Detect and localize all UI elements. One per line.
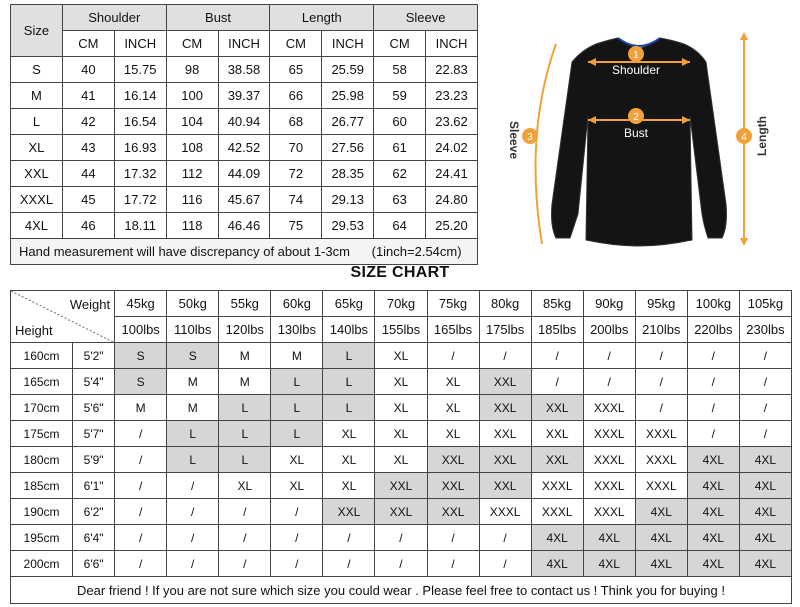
size-cell: /: [427, 525, 479, 551]
size-cell: L: [167, 421, 219, 447]
measure-cell: 43: [62, 135, 114, 161]
sleeve-label: Sleeve: [507, 120, 521, 160]
size-cell: XXXL: [583, 447, 635, 473]
size-cell: L: [11, 109, 63, 135]
size-cell: XL: [427, 421, 479, 447]
chart-row: [11, 395, 792, 421]
size-cell: L: [271, 395, 323, 421]
measure-row: [11, 57, 478, 83]
measure-cell: 29.53: [322, 213, 374, 239]
bust-label: Bust: [623, 126, 649, 140]
size-cell: 4XL: [635, 525, 687, 551]
measure-cell: 60: [374, 109, 426, 135]
measure-cell: 15.75: [114, 57, 166, 83]
size-cell: XXL: [479, 421, 531, 447]
size-cell: XL: [11, 135, 63, 161]
size-cell: S: [11, 57, 63, 83]
height-cm: 165cm: [11, 369, 73, 395]
size-cell: /: [115, 551, 167, 577]
height-cm: 190cm: [11, 499, 73, 525]
height-cm: 180cm: [11, 447, 73, 473]
size-cell: L: [323, 369, 375, 395]
weight-kg-header: 75kg: [427, 291, 479, 317]
size-cell: XL: [271, 447, 323, 473]
measure-cell: 46.46: [218, 213, 270, 239]
size-cell: XL: [323, 421, 375, 447]
measure-cell: 22.83: [426, 57, 478, 83]
size-cell: 4XL: [739, 499, 791, 525]
size-cell: XL: [375, 343, 427, 369]
height-ft: 6'2": [73, 499, 115, 525]
measure-cell: 40.94: [218, 109, 270, 135]
chart-kg-row: [11, 291, 792, 317]
size-cell: /: [479, 525, 531, 551]
measure-cell: 64: [374, 213, 426, 239]
size-cell: 4XL: [531, 525, 583, 551]
unit-header: INCH: [218, 31, 270, 57]
measure-cell: 24.80: [426, 187, 478, 213]
size-cell: /: [375, 551, 427, 577]
weight-axis-label: Weight: [69, 297, 111, 312]
size-cell: L: [323, 343, 375, 369]
chart-row: [11, 421, 792, 447]
measure-cell: 42: [62, 109, 114, 135]
size-cell: /: [219, 499, 271, 525]
size-cell: /: [115, 473, 167, 499]
weight-kg-header: 50kg: [167, 291, 219, 317]
measure-note: Hand measurement will have discrepancy of about 1-3cm (1inch=2.54cm): [11, 239, 478, 265]
size-cell: L: [219, 447, 271, 473]
height-ft: 6'1": [73, 473, 115, 499]
height-ft: 5'4": [73, 369, 115, 395]
chart-row: [11, 499, 792, 525]
weight-kg-header: 70kg: [375, 291, 427, 317]
size-cell: /: [739, 369, 791, 395]
size-cell: 4XL: [687, 499, 739, 525]
size-cell: /: [739, 421, 791, 447]
size-cell: /: [687, 395, 739, 421]
size-cell: 4XL: [739, 551, 791, 577]
height-ft: 5'6": [73, 395, 115, 421]
weight-kg-header: 85kg: [531, 291, 583, 317]
measure-cell: 17.72: [114, 187, 166, 213]
measure-cell: 39.37: [218, 83, 270, 109]
chart-row: [11, 369, 792, 395]
height-cm: 185cm: [11, 473, 73, 499]
size-cell: /: [115, 499, 167, 525]
measure-cell: 16.54: [114, 109, 166, 135]
height-cm: 175cm: [11, 421, 73, 447]
size-cell: /: [739, 343, 791, 369]
size-cell: XL: [323, 447, 375, 473]
measure-cell: 38.58: [218, 57, 270, 83]
measure-cell: 116: [166, 187, 218, 213]
size-cell: /: [323, 525, 375, 551]
unit-header: INCH: [114, 31, 166, 57]
size-cell: XL: [323, 473, 375, 499]
weight-lbs-header: 120lbs: [219, 317, 271, 343]
size-cell: XXL: [479, 447, 531, 473]
measure-cell: 27.56: [322, 135, 374, 161]
group-header: Shoulder: [62, 5, 166, 31]
measure-cell: 62: [374, 161, 426, 187]
size-chart-table: [10, 290, 792, 604]
height-ft: 5'2": [73, 343, 115, 369]
size-cell: /: [427, 343, 479, 369]
size-cell: /: [427, 551, 479, 577]
measure-cell: 29.13: [322, 187, 374, 213]
weight-kg-header: 100kg: [687, 291, 739, 317]
unit-header: CM: [166, 31, 218, 57]
size-cell: /: [167, 473, 219, 499]
size-cell: M: [167, 369, 219, 395]
height-ft: 5'7": [73, 421, 115, 447]
weight-lbs-header: 175lbs: [479, 317, 531, 343]
chart-row: [11, 447, 792, 473]
size-cell: XXL: [375, 499, 427, 525]
measure-cell: 59: [374, 83, 426, 109]
size-cell: XXXL: [583, 473, 635, 499]
size-cell: XXL: [11, 161, 63, 187]
measure-cell: 40: [62, 57, 114, 83]
size-cell: XXXL: [11, 187, 63, 213]
weight-kg-header: 55kg: [219, 291, 271, 317]
measure-cell: 26.77: [322, 109, 374, 135]
size-cell: /: [167, 551, 219, 577]
measure-cell: 45: [62, 187, 114, 213]
measure-cell: 46: [62, 213, 114, 239]
weight-kg-header: 80kg: [479, 291, 531, 317]
size-cell: /: [635, 343, 687, 369]
unit-header: CM: [270, 31, 322, 57]
measure-cell: 24.02: [426, 135, 478, 161]
measure-cell: 104: [166, 109, 218, 135]
weight-kg-header: 45kg: [115, 291, 167, 317]
size-cell: L: [271, 421, 323, 447]
size-cell: 4XL: [739, 525, 791, 551]
weight-lbs-header: 110lbs: [167, 317, 219, 343]
size-cell: /: [115, 525, 167, 551]
size-cell: /: [583, 343, 635, 369]
weight-kg-header: 90kg: [583, 291, 635, 317]
chart-row: [11, 525, 792, 551]
size-cell: 4XL: [11, 213, 63, 239]
length-label: Length: [755, 116, 769, 156]
weight-lbs-header: 155lbs: [375, 317, 427, 343]
measure-cell: 75: [270, 213, 322, 239]
size-cell: XXL: [427, 499, 479, 525]
weight-lbs-header: 200lbs: [583, 317, 635, 343]
measure-cell: 70: [270, 135, 322, 161]
size-chart-title: SIZE CHART: [350, 264, 450, 281]
size-cell: L: [271, 369, 323, 395]
chart-corner: [11, 291, 115, 343]
size-cell: XXXL: [635, 421, 687, 447]
measure-row: [11, 187, 478, 213]
size-cell: XXL: [531, 421, 583, 447]
size-cell: M: [115, 395, 167, 421]
weight-lbs-header: 140lbs: [323, 317, 375, 343]
measure-cell: 118: [166, 213, 218, 239]
size-cell: /: [271, 525, 323, 551]
size-cell: /: [219, 525, 271, 551]
size-cell: M: [271, 343, 323, 369]
measure-cell: 98: [166, 57, 218, 83]
height-ft: 5'9": [73, 447, 115, 473]
measure-row: [11, 135, 478, 161]
size-cell: /: [635, 369, 687, 395]
height-cm: 195cm: [11, 525, 73, 551]
measure-cell: 66: [270, 83, 322, 109]
chart-row: [11, 473, 792, 499]
measure-cell: 16.93: [114, 135, 166, 161]
size-cell: XL: [375, 369, 427, 395]
size-cell: /: [583, 369, 635, 395]
measure-cell: 58: [374, 57, 426, 83]
chart-row: [11, 343, 792, 369]
size-cell: L: [219, 421, 271, 447]
measure-cell: 44.09: [218, 161, 270, 187]
weight-lbs-header: 210lbs: [635, 317, 687, 343]
measure-row: [11, 161, 478, 187]
measure-row: [11, 83, 478, 109]
size-cell: XXL: [479, 395, 531, 421]
size-cell: /: [739, 395, 791, 421]
size-cell: /: [167, 499, 219, 525]
size-cell: L: [167, 447, 219, 473]
measure-header-row: [11, 5, 478, 31]
measure-cell: 42.52: [218, 135, 270, 161]
height-cm: 200cm: [11, 551, 73, 577]
measure-cell: 44: [62, 161, 114, 187]
size-cell: XL: [375, 421, 427, 447]
size-cell: /: [323, 551, 375, 577]
shirt-diagram-svg: [484, 4, 790, 262]
measure-cell: 25.59: [322, 57, 374, 83]
measure-note-row: [11, 239, 478, 265]
chart-footer: Dear friend ! If you are not sure which size you could wear . Please feel free to contact us ! Think you for buying !: [11, 577, 792, 604]
weight-kg-header: 95kg: [635, 291, 687, 317]
size-cell: XXL: [323, 499, 375, 525]
size-cell: /: [687, 369, 739, 395]
measure-cell: 72: [270, 161, 322, 187]
size-cell: /: [375, 525, 427, 551]
size-cell: /: [531, 343, 583, 369]
measurement-table: [10, 4, 478, 265]
weight-kg-header: 65kg: [323, 291, 375, 317]
weight-lbs-header: 130lbs: [271, 317, 323, 343]
measure-cell: 100: [166, 83, 218, 109]
height-cm: 170cm: [11, 395, 73, 421]
weight-lbs-header: 185lbs: [531, 317, 583, 343]
size-cell: L: [323, 395, 375, 421]
size-cell: /: [479, 343, 531, 369]
weight-lbs-header: 100lbs: [115, 317, 167, 343]
size-cell: 4XL: [739, 447, 791, 473]
measure-cell: 25.98: [322, 83, 374, 109]
group-header: Bust: [166, 5, 270, 31]
size-cell: /: [219, 551, 271, 577]
measure-cell: 18.11: [114, 213, 166, 239]
size-cell: 4XL: [583, 551, 635, 577]
weight-lbs-header: 165lbs: [427, 317, 479, 343]
marker-3-number: 3: [527, 132, 533, 143]
measure-row: [11, 213, 478, 239]
group-header: Sleeve: [374, 5, 478, 31]
measure-cell: 17.32: [114, 161, 166, 187]
height-ft: 6'4": [73, 525, 115, 551]
measure-cell: 41: [62, 83, 114, 109]
size-cell: XL: [219, 473, 271, 499]
size-cell: XXL: [427, 447, 479, 473]
shirt-diagram: [484, 4, 790, 262]
size-cell: L: [219, 395, 271, 421]
measure-cell: 112: [166, 161, 218, 187]
size-cell: 4XL: [687, 525, 739, 551]
height-cm: 160cm: [11, 343, 73, 369]
size-cell: S: [167, 343, 219, 369]
weight-kg-header: 60kg: [271, 291, 323, 317]
measure-row: [11, 109, 478, 135]
size-cell: S: [115, 343, 167, 369]
weight-kg-header: 105kg: [739, 291, 791, 317]
unit-header: INCH: [322, 31, 374, 57]
measure-cell: 24.41: [426, 161, 478, 187]
height-ft: 6'6": [73, 551, 115, 577]
size-cell: /: [687, 421, 739, 447]
size-cell: XL: [427, 369, 479, 395]
size-cell: XXXL: [583, 395, 635, 421]
measure-cell: 45.67: [218, 187, 270, 213]
height-axis-label: Height: [15, 323, 53, 338]
size-cell: XXL: [531, 395, 583, 421]
measure-cell: 63: [374, 187, 426, 213]
measure-cell: 68: [270, 109, 322, 135]
measure-cell: 108: [166, 135, 218, 161]
size-cell: /: [635, 395, 687, 421]
size-cell: 4XL: [583, 525, 635, 551]
size-cell: XL: [375, 395, 427, 421]
size-cell: /: [531, 369, 583, 395]
size-cell: XXXL: [531, 473, 583, 499]
marker-4-number: 4: [741, 132, 747, 143]
size-cell: XXXL: [583, 421, 635, 447]
size-cell: M: [167, 395, 219, 421]
size-cell: XL: [271, 473, 323, 499]
size-cell: M: [219, 369, 271, 395]
size-cell: /: [115, 447, 167, 473]
size-cell: XXL: [427, 473, 479, 499]
marker-2-number: 2: [633, 112, 639, 123]
size-cell: XXXL: [479, 499, 531, 525]
unit-header: CM: [62, 31, 114, 57]
measure-cell: 74: [270, 187, 322, 213]
size-cell: XXL: [479, 473, 531, 499]
size-cell: XXXL: [635, 473, 687, 499]
size-header: Size: [11, 5, 63, 57]
measure-unit-row: [11, 31, 478, 57]
size-cell: XL: [427, 395, 479, 421]
size-cell: M: [219, 343, 271, 369]
measure-cell: 25.20: [426, 213, 478, 239]
size-cell: XXXL: [635, 447, 687, 473]
size-cell: /: [167, 525, 219, 551]
measure-cell: 65: [270, 57, 322, 83]
measure-cell: 16.14: [114, 83, 166, 109]
size-cell: 4XL: [687, 447, 739, 473]
weight-lbs-header: 230lbs: [739, 317, 791, 343]
size-cell: /: [687, 343, 739, 369]
unit-header: CM: [374, 31, 426, 57]
weight-lbs-header: 220lbs: [687, 317, 739, 343]
size-cell: XXXL: [531, 499, 583, 525]
size-cell: XXL: [531, 447, 583, 473]
size-cell: /: [271, 499, 323, 525]
size-cell: /: [271, 551, 323, 577]
size-cell: 4XL: [531, 551, 583, 577]
chart-lbs-row: [11, 317, 792, 343]
chart-footer-row: [11, 577, 792, 604]
size-cell: 4XL: [687, 473, 739, 499]
size-cell: /: [479, 551, 531, 577]
size-cell: XXL: [375, 473, 427, 499]
size-cell: XL: [375, 447, 427, 473]
shoulder-label: Shoulder: [611, 63, 661, 77]
size-cell: 4XL: [687, 551, 739, 577]
size-cell: XXL: [479, 369, 531, 395]
size-cell: S: [115, 369, 167, 395]
size-cell: XXXL: [583, 499, 635, 525]
measure-cell: 23.62: [426, 109, 478, 135]
group-header: Length: [270, 5, 374, 31]
size-cell: 4XL: [635, 551, 687, 577]
size-cell: M: [11, 83, 63, 109]
measure-cell: 61: [374, 135, 426, 161]
chart-row: [11, 551, 792, 577]
size-cell: 4XL: [635, 499, 687, 525]
size-cell: 4XL: [739, 473, 791, 499]
unit-header: INCH: [426, 31, 478, 57]
measure-cell: 23.23: [426, 83, 478, 109]
measure-cell: 28.35: [322, 161, 374, 187]
size-cell: /: [115, 421, 167, 447]
marker-1-number: 1: [633, 50, 639, 61]
